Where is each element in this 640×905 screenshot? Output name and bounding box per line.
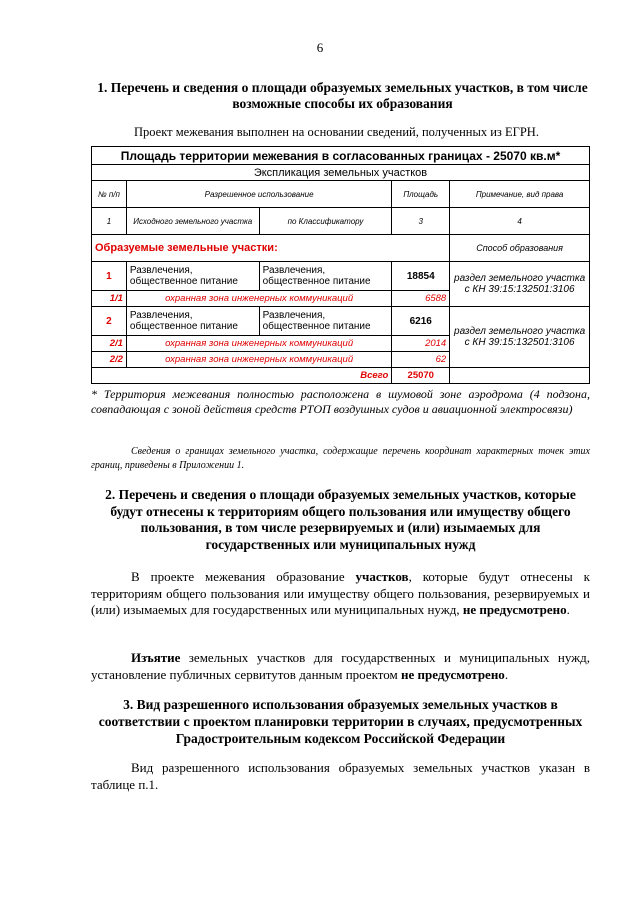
s2p2-bold-b: не предусмотрено bbox=[400, 666, 505, 682]
plot-2-id: 2 bbox=[92, 307, 127, 336]
s2p1-bold-a: участков bbox=[355, 569, 409, 584]
zone-2-2-text: охранная зона инженерных коммуникаций bbox=[126, 352, 391, 368]
header-note: Примечание, вид права bbox=[450, 181, 590, 208]
zone-1-1-area: 6588 bbox=[392, 291, 450, 307]
table-title: Площадь территории межевания в согласованных границах - 25070 кв.м* bbox=[92, 147, 590, 165]
total-label: Всего bbox=[92, 368, 392, 384]
plot-2-note: раздел земельного участка с КН 39:15:132501:3106 bbox=[450, 307, 590, 368]
section-3-paragraph-1: Вид разрешенного использования образуемых земельных участков указан в таблице п.1. bbox=[91, 760, 590, 792]
s2p1-text-b: , которые будут отнесены к территориям общего пользования или имуществу общего пользования, резервируемых и (или) изымаемых для государственных или муниципальных нужд, bbox=[91, 569, 590, 617]
plot-2-area: 6216 bbox=[392, 307, 450, 336]
table-subtitle: Экспликация земельных участков bbox=[92, 165, 590, 181]
zone-2-2-area: 62 bbox=[392, 352, 450, 368]
s2p2-text-b: . bbox=[504, 666, 509, 682]
plot-1-note: раздел земельного участка с КН 39:15:132501:3106 bbox=[450, 262, 590, 307]
plot-2-use1: Развлечения, общественное питание bbox=[126, 307, 259, 336]
section-1-title: 1. Перечень и сведения о площади образуемых земельных участков, в том числе возможные способы их образования bbox=[97, 80, 588, 111]
section-3-title: 3. Вид разрешенного использования образуемых земельных участков в соответствии с проектом планировки территории в случаях, предусмотренных Градостроительным кодексом Российской Федерации bbox=[98, 697, 583, 746]
index-c1: 1 bbox=[92, 208, 127, 235]
section-1-intro: Проект межевания выполнен на основании сведений, полученных из ЕГРН. bbox=[134, 125, 539, 139]
table-footnote: * Территория межевания полностью расположена в шумовой зоне аэродрома (4 подзона, совпадающая с зоной действия средств РТОП воздушных судов и авиационной электросвязи) bbox=[91, 387, 590, 416]
section-2-title: 2. Перечень и сведения о площади образуемых земельных участков, которые будут отнесены к территориям общего пользования или имуществу общего пользования, в том числе резервируемых и (или) изымаемых для государственных или муниципальных нужд bbox=[105, 487, 576, 552]
zone-2-1-text: охранная зона инженерных коммуникаций bbox=[126, 336, 391, 352]
s2p1-text-a: В проекте межевания образование bbox=[131, 569, 356, 584]
s2p1-bold-b: не предусмотрено bbox=[462, 602, 567, 617]
index-c3: по Классификатору bbox=[259, 208, 392, 235]
plot-1-id: 1 bbox=[92, 262, 127, 291]
section-2-paragraph-1 bbox=[91, 569, 590, 619]
section-2-paragraph-2 bbox=[91, 650, 590, 683]
plot-1-area: 18854 bbox=[392, 262, 450, 291]
page-number: 6 bbox=[316, 40, 324, 55]
plot-1-use1: Развлечения, общественное питание bbox=[126, 262, 259, 291]
s2p2-bold-a: Изъятие bbox=[131, 650, 181, 665]
header-use: Разрешенное использование bbox=[126, 181, 391, 208]
plot-2-use2: Развлечения, общественное питание bbox=[259, 307, 392, 336]
index-c2: Исходного земельного участка bbox=[126, 208, 259, 235]
boundary-note: Сведения о границах земельного участка, содержащие перечень координат характерных точек этих границ, приведены в Приложении 1. bbox=[91, 446, 590, 471]
section-label: Образуемые земельные участки: bbox=[92, 235, 450, 262]
land-plots-table bbox=[91, 146, 590, 384]
zone-2-1-area: 2014 bbox=[392, 336, 450, 352]
s2p2-text-a: земельных участков для государственных и муниципальных нужд, установление публичных сервитутов данным проектом bbox=[91, 650, 590, 682]
total-empty bbox=[450, 368, 590, 384]
zone-2-1-id: 2/1 bbox=[92, 336, 127, 352]
s2p1-text-c: . bbox=[566, 602, 570, 617]
header-num: № п/п bbox=[92, 181, 127, 208]
plot-1-use2: Развлечения, общественное питание bbox=[259, 262, 392, 291]
zone-2-2-id: 2/2 bbox=[92, 352, 127, 368]
total-value: 25070 bbox=[392, 368, 450, 384]
zone-1-1-text: охранная зона инженерных коммуникаций bbox=[126, 291, 391, 307]
index-c5: 4 bbox=[450, 208, 590, 235]
zone-1-1-id: 1/1 bbox=[92, 291, 127, 307]
index-c4: 3 bbox=[392, 208, 450, 235]
section-method: Способ образования bbox=[450, 235, 590, 262]
header-area: Площадь bbox=[392, 181, 450, 208]
